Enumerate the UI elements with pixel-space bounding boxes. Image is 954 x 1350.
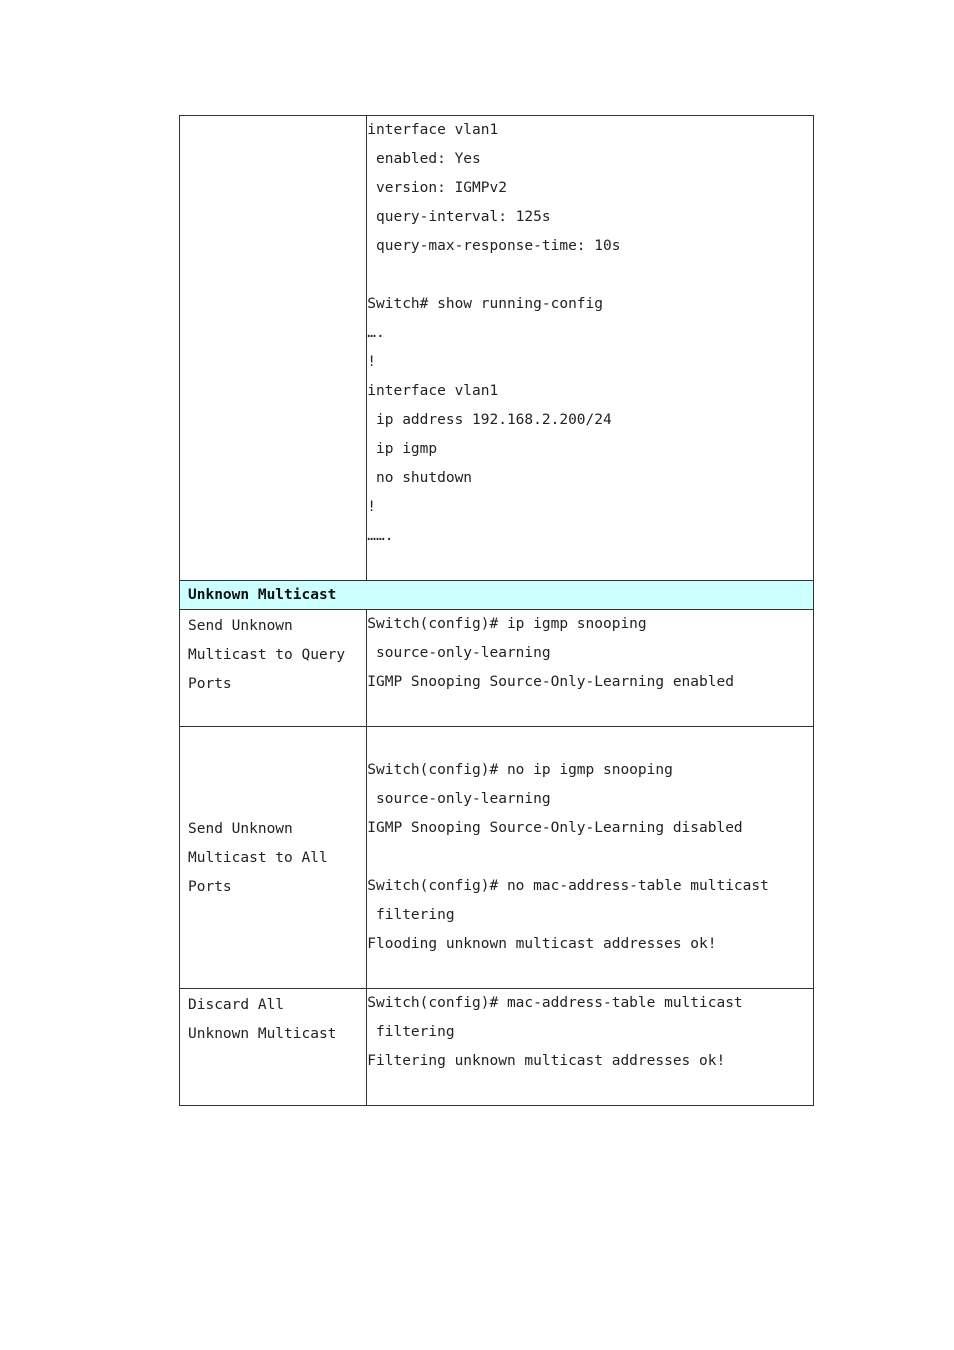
- command-line: interface vlan1: [367, 383, 499, 399]
- function-label: Send Unknown: [188, 618, 293, 634]
- function-cell: [180, 727, 367, 989]
- function-cell: [180, 989, 367, 1106]
- command-line: ip address 192.168.2.200/24: [367, 412, 612, 428]
- command-line: Switch(config)# mac-address-table multicast: [367, 995, 743, 1011]
- function-cell: [180, 116, 367, 581]
- command-line: [367, 697, 813, 726]
- command-line: [367, 959, 813, 988]
- command-line: interface vlan1: [367, 122, 499, 138]
- command-line: ….: [367, 325, 385, 341]
- function-label: Multicast to All: [188, 850, 328, 866]
- function-label: Discard All: [188, 997, 285, 1013]
- command-line: filtering: [367, 907, 455, 923]
- command-line: Switch(config)# no mac-address-table multicast: [367, 878, 769, 894]
- command-cell: [367, 727, 814, 989]
- command-line: [367, 551, 813, 580]
- function-label: Ports: [188, 879, 232, 895]
- command-cell: [367, 610, 814, 727]
- command-cell: [367, 116, 814, 581]
- command-line: Filtering unknown multicast addresses ok!: [367, 1053, 726, 1069]
- command-line: enabled: Yes: [367, 151, 481, 167]
- function-label: Multicast to Query: [188, 647, 346, 663]
- command-line: …….: [367, 528, 394, 544]
- function-label: Ports: [188, 676, 232, 692]
- table-row: [180, 610, 814, 727]
- command-line: [367, 727, 813, 756]
- command-line: [367, 843, 813, 872]
- table-row: [180, 727, 814, 989]
- table-row: [180, 116, 814, 581]
- command-line: !: [367, 499, 377, 515]
- command-line: query-max-response-time: 10s: [367, 238, 621, 254]
- command-cell: [367, 989, 814, 1106]
- command-line: IGMP Snooping Source-Only-Learning enabled: [367, 674, 734, 690]
- command-line: Flooding unknown multicast addresses ok!: [367, 936, 717, 952]
- command-line: source-only-learning: [367, 645, 551, 661]
- command-line: version: IGMPv2: [367, 180, 507, 196]
- command-line: [367, 261, 813, 290]
- table-row: [180, 989, 814, 1106]
- command-line: Switch(config)# no ip igmp snooping: [367, 762, 673, 778]
- command-line: Switch# show running-config: [367, 296, 603, 312]
- function-cell: [180, 610, 367, 727]
- command-line: Switch(config)# ip igmp snooping: [367, 616, 647, 632]
- command-line: no shutdown: [367, 470, 473, 486]
- command-line: ip igmp: [367, 441, 438, 457]
- section-header: Unknown Multicast: [180, 581, 814, 610]
- section-header-row: [180, 581, 814, 610]
- command-line: query-interval: 125s: [367, 209, 551, 225]
- function-label: Send Unknown: [188, 821, 293, 837]
- function-label: Unknown Multicast: [188, 1026, 337, 1042]
- command-line: [367, 1076, 813, 1105]
- command-line: source-only-learning: [367, 791, 551, 807]
- command-line: !: [367, 354, 377, 370]
- command-line: IGMP Snooping Source-Only-Learning disabled: [367, 820, 743, 836]
- command-line: filtering: [367, 1024, 455, 1040]
- command-table: [179, 115, 814, 1106]
